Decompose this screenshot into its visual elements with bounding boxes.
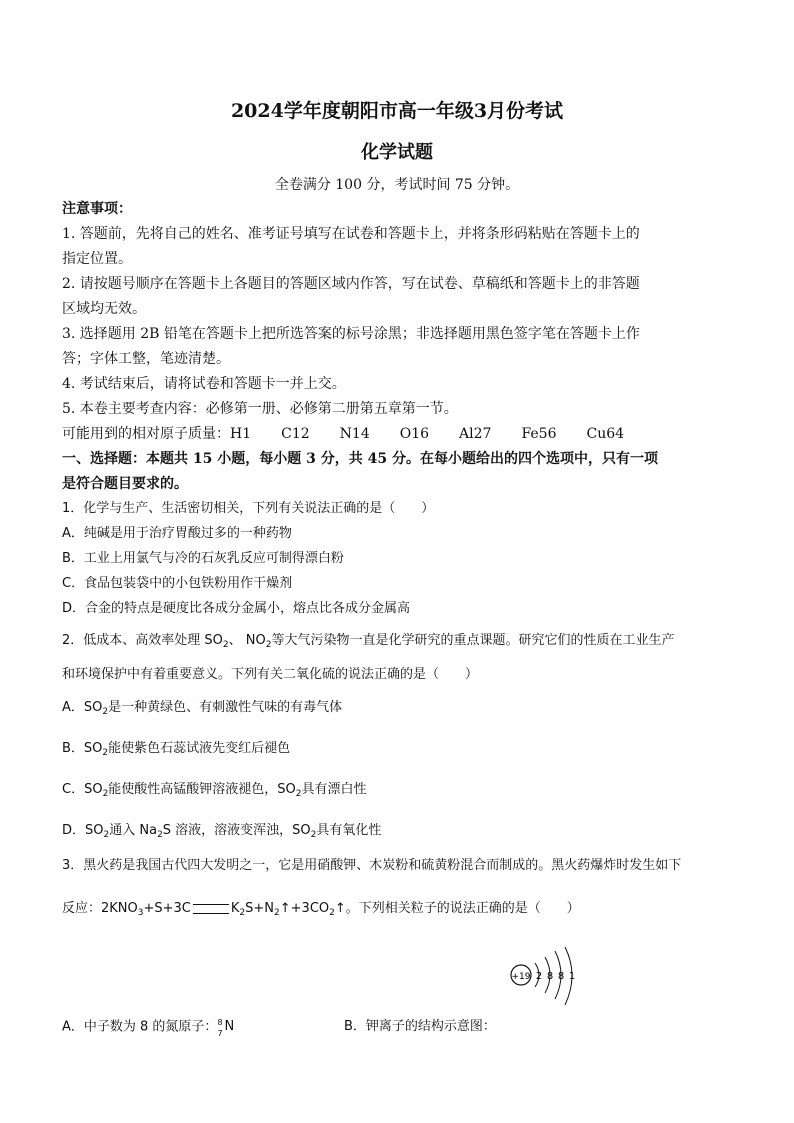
q1-option-d: D．合金的特点是硬度比各成分金属小，熔点比各成分金属高 (62, 601, 411, 616)
subscript: 2 (239, 908, 246, 918)
note-line: 指定位置。 (62, 251, 132, 267)
equation-part: ↑+3CO (279, 901, 330, 916)
shell-electrons: 8 (546, 971, 554, 982)
atomic-mass: C12 (281, 426, 310, 442)
equation-part: ↑。下列相关粒子的说法正确的是（ ） (334, 901, 580, 916)
note-line: 1. 答题前，先将自己的姓名、准考证号填写在试卷和答题卡上，并将条形码粘贴在答题卡上的 (62, 226, 640, 242)
q2-option-c (62, 781, 367, 803)
atomic-mass-row (62, 425, 654, 443)
atomic-mass: O16 (399, 426, 430, 442)
subscript: 2 (310, 830, 317, 840)
nucleus-charge: +19 (511, 972, 531, 982)
subscript: 2 (157, 830, 163, 840)
q2-option-a (62, 699, 342, 721)
q2-option-d (62, 822, 381, 844)
section-heading: 一、选择题：本题共 15 小题，每小题 3 分，共 45 分。在每小题给出的四个选项中，只有一项 (62, 451, 658, 467)
shell-electrons: 8 (557, 971, 565, 982)
subject-title: 化学试题 (361, 142, 433, 163)
option-text: S 溶液，溶液变浑浊，SO (162, 823, 311, 838)
potassium-ion-diagram (505, 945, 595, 1009)
q2-stem (62, 632, 674, 654)
atomic-mass: Fe56 (521, 426, 557, 442)
option-text: A．中子数为 8 的氮原子： (62, 1019, 218, 1035)
option-text: 能使酸性高锰酸钾溶液褪色，SO (108, 782, 296, 797)
subscript: 2 (329, 908, 335, 918)
atomic-mass: Al27 (459, 426, 492, 442)
element-symbol: N (224, 1019, 235, 1034)
subscript: 2 (274, 908, 280, 918)
subscript: 2 (295, 789, 302, 799)
atomic-number: 7 (217, 1029, 223, 1038)
atomic-mass-label: 可能用到的相对原子质量： (62, 426, 230, 442)
q3-option-a (62, 1018, 235, 1037)
option-text: 具有漂白性 (301, 782, 367, 797)
q2-stem-part: 2．低成本、高效率处理 SO (62, 633, 223, 648)
equation-part: S+N (245, 901, 275, 916)
shell-electrons: 1 (568, 971, 576, 982)
note-line: 2. 请按题号顺序在答题卡上各题目的答题区域内作答，写在试卷、草稿纸和答题卡上的非答题 (62, 276, 640, 292)
option-text: 具有氧化性 (316, 823, 382, 838)
subscript: 3 (137, 908, 144, 918)
q1-option-b: B．工业上用氯气与冷的石灰乳反应可制得漂白粉 (62, 551, 344, 566)
section-heading-cont: 是符合题目要求的。 (62, 476, 188, 492)
q1-option-a: A．纯碱是用于治疗胃酸过多的一种药物 (62, 526, 292, 541)
q1-stem: 1．化学与生产、生活密切相关，下列有关说法正确的是（ ） (62, 501, 435, 516)
q2-stem-line2: 和环境保护中有着重要意义。下列有关二氧化硫的说法正确的是（ ） (62, 667, 479, 682)
subscript: 2 (103, 830, 110, 840)
notes-heading: 注意事项： (62, 201, 132, 217)
option-text: A．SO (62, 700, 103, 715)
option-text: 通入 Na (109, 823, 158, 838)
option-text: C．SO (62, 782, 103, 797)
option-text: B．SO (62, 741, 103, 756)
note-line: 4. 考试结束后，请将试卷和答题卡一并上交。 (62, 376, 346, 392)
subscript: 2 (102, 707, 109, 717)
subscript: 2 (222, 640, 229, 650)
option-text: 能使紫色石蕊试液先变红后褪色 (108, 741, 291, 756)
exam-info: 全卷满分 100 分，考试时间 75 分钟。 (274, 177, 520, 193)
shell-electrons: 2 (535, 971, 543, 982)
note-line: 3. 选择题用 2B 铅笔在答题卡上把所选答案的标号涂黑；非选择题用黑色签字笔在答题卡上作 (62, 326, 640, 342)
q2-stem-part: 、 NO (228, 633, 266, 648)
option-text: D．SO (62, 823, 104, 838)
q1-option-c: C．食品包装袋中的小包铁粉用作干燥剂 (62, 576, 293, 591)
atomic-mass: N14 (339, 426, 370, 442)
option-text: 是一种黄绿色、有刺激性气味的有毒气体 (108, 700, 343, 715)
q2-option-b (62, 740, 290, 762)
note-line: 5. 本卷主要考查内容：必修第一册、必修第二册第五章第一节。 (62, 401, 458, 417)
q3-option-b: B．钾离子的结构示意图： (344, 1019, 496, 1034)
q3-stem: 3．黑火药是我国古代四大发明之一，它是用硝酸钾、木炭粉和硫黄粉混合而制成的。黑火药爆炸时发生如下 (62, 858, 682, 873)
equation-part: +S+3C (143, 901, 191, 916)
note-line: 区域均无效。 (62, 301, 146, 317)
subscript: 2 (102, 789, 109, 799)
q3-equation (62, 900, 580, 922)
nitrogen-nuclide (217, 1018, 235, 1036)
subscript: 2 (265, 640, 272, 650)
exam-title: 2024学年度朝阳市高一年级3月份考试 (230, 100, 564, 122)
q2-stem-part: 等大气污染物一直是化学研究的重点课题。研究它们的性质在工业生产 (271, 633, 675, 648)
mass-number: 8 (217, 1018, 223, 1027)
subscript: 2 (102, 748, 109, 758)
equation-part: 反应：2KNO (62, 901, 138, 916)
equals-sign-icon (193, 904, 229, 914)
note-line: 答；字体工整，笔迹清楚。 (62, 351, 230, 367)
equation-part: K (230, 901, 240, 916)
atomic-mass: Cu64 (586, 426, 625, 442)
atomic-mass: H1 (230, 426, 252, 442)
